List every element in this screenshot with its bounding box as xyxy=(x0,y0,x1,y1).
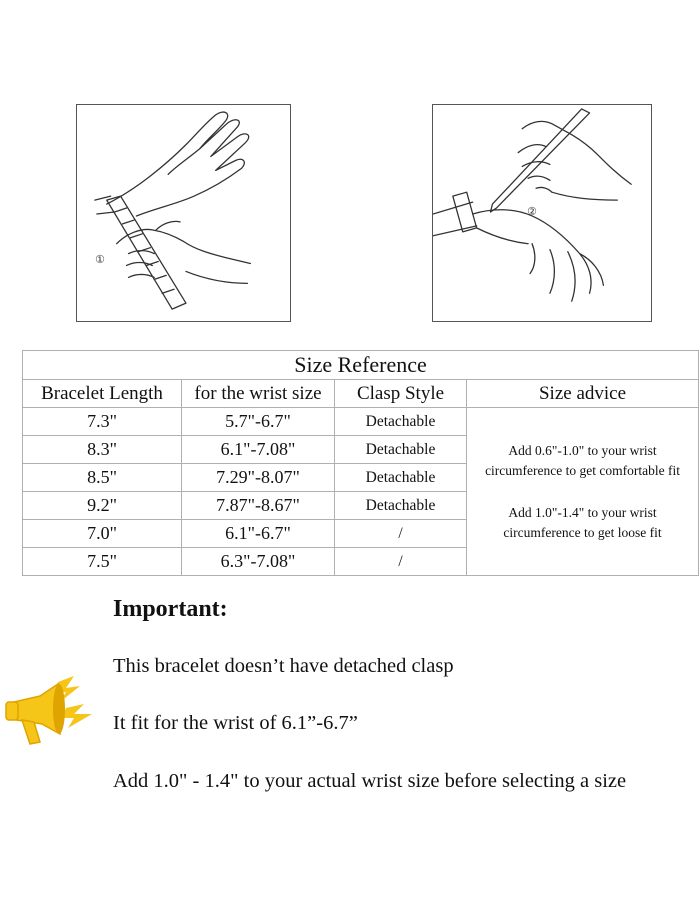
cell-clasp: / xyxy=(335,548,467,576)
note-wrist-fit: It fit for the wrist of 6.1”-6.7” xyxy=(113,712,358,734)
header-bracelet-length: Bracelet Length xyxy=(23,380,182,408)
header-wrist-size: for the wrist size xyxy=(182,380,335,408)
cell-wrist: 7.87"-8.67" xyxy=(182,492,335,520)
cell-length: 9.2" xyxy=(23,492,182,520)
table-row xyxy=(23,408,699,436)
header-clasp-style: Clasp Style xyxy=(335,380,467,408)
size-reference-table xyxy=(22,350,699,576)
cell-wrist: 7.29"-8.07" xyxy=(182,464,335,492)
table-title: Size Reference xyxy=(23,351,699,380)
cell-clasp: Detachable xyxy=(335,492,467,520)
cell-clasp: Detachable xyxy=(335,464,467,492)
cell-clasp: / xyxy=(335,520,467,548)
note-no-detached-clasp: This bracelet doesn’t have detached clasp xyxy=(113,655,454,677)
cell-length: 7.5" xyxy=(23,548,182,576)
advice-comfortable: Add 0.6"-1.0" to your wrist circumference to get comfortable fit xyxy=(485,442,680,478)
cell-length: 7.3" xyxy=(23,408,182,436)
step-1-marker: ① xyxy=(95,253,105,266)
cell-wrist: 5.7"-6.7" xyxy=(182,408,335,436)
mark-tape-illustration xyxy=(432,104,652,322)
step-2-marker: ② xyxy=(527,205,537,218)
measure-wrist-illustration xyxy=(76,104,291,322)
important-heading: Important: xyxy=(113,596,228,622)
megaphone-icon xyxy=(0,672,96,754)
cell-wrist: 6.3"-7.08" xyxy=(182,548,335,576)
cell-length: 8.3" xyxy=(23,436,182,464)
size-advice-cell xyxy=(467,408,699,576)
advice-loose: Add 1.0"-1.4" to your wrist circumference to get loose fit xyxy=(503,504,662,540)
cell-wrist: 6.1"-7.08" xyxy=(182,436,335,464)
cell-length: 7.0" xyxy=(23,520,182,548)
cell-clasp: Detachable xyxy=(335,436,467,464)
cell-wrist: 6.1"-6.7" xyxy=(182,520,335,548)
note-add-size: Add 1.0" - 1.4" to your actual wrist size before selecting a size xyxy=(113,770,627,792)
cell-length: 8.5" xyxy=(23,464,182,492)
header-size-advice: Size advice xyxy=(467,380,699,408)
cell-clasp: Detachable xyxy=(335,408,467,436)
